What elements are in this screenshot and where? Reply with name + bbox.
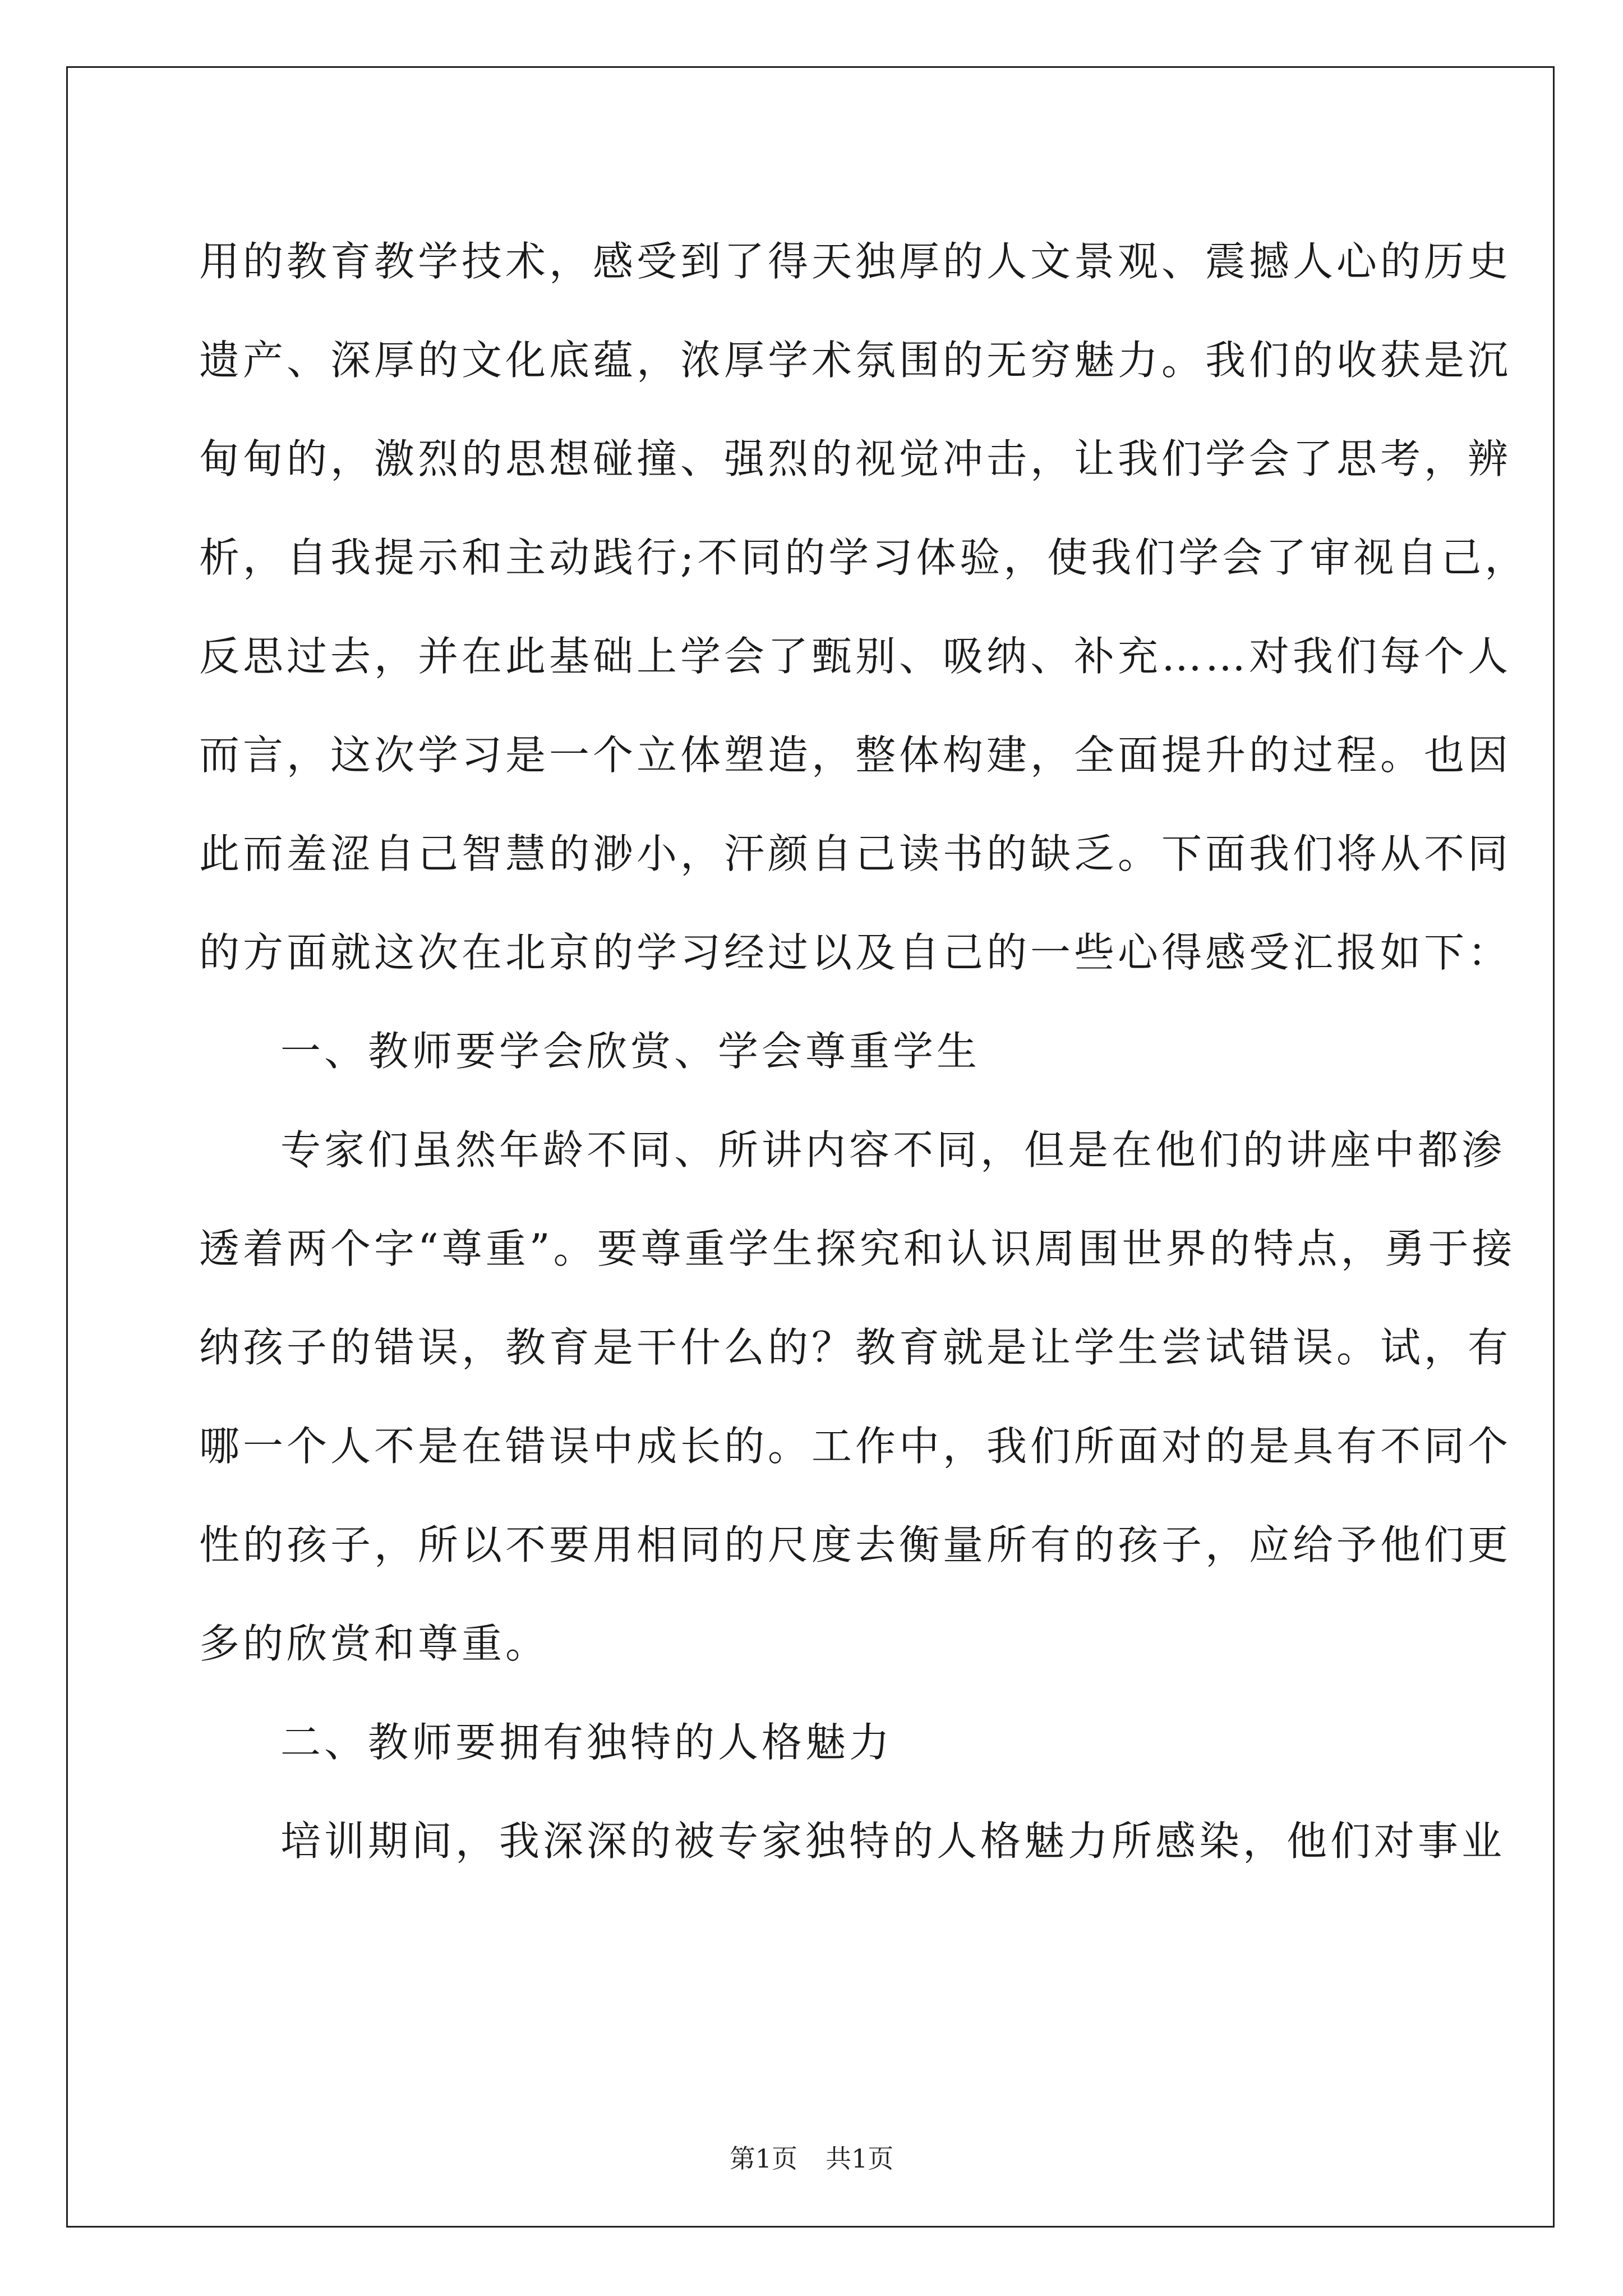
- text-line: 的方面就这次在北京的学习经过以及自己的一些心得感受汇报如下：: [199, 929, 1512, 976]
- text-line: 哪一个人不是在错误中成长的。工作中，我们所面对的是具有不同个: [199, 1423, 1512, 1470]
- text-line: 多的欣赏和尊重。: [199, 1620, 550, 1667]
- document-body: [199, 212, 1529, 1890]
- page-number: 第1页: [729, 2143, 797, 2174]
- text-line: 纳孩子的错误，教育是干什么的？教育就是让学生尝试错误。试，有: [199, 1324, 1512, 1371]
- text-line: 此而羞涩自己智慧的渺小，汗颜自己读书的缺乏。下面我们将从不同: [199, 830, 1512, 877]
- text-line: 而言，这次学习是一个立体塑造，整体构建，全面提升的过程。也因: [199, 731, 1512, 779]
- text-line: 培训期间，我深深的被专家独特的人格魅力所感染，他们对事业: [280, 1818, 1506, 1865]
- text-line: 专家们虽然年龄不同、所讲内容不同，但是在他们的讲座中都渗: [280, 1126, 1506, 1174]
- page-total: 共1页: [826, 2143, 894, 2174]
- text-line: 性的孩子，所以不要用相同的尺度去衡量所有的孩子，应给予他们更: [199, 1521, 1512, 1568]
- text-line: 反思过去，并在此基础上学会了甄别、吸纳、补充……对我们每个人: [199, 633, 1512, 680]
- text-line: 析，自我提示和主动践行;不同的学习体验，使我们学会了审视自己，: [199, 534, 1529, 581]
- page-footer: [0, 2142, 1623, 2175]
- text-line: 一、教师要学会欣赏、学会尊重学生: [280, 1028, 981, 1075]
- text-line: 遗产、深厚的文化底蕴，浓厚学术氛围的无穷魅力。我们的收获是沉: [199, 337, 1512, 384]
- text-line: 二、教师要拥有独特的人格魅力: [280, 1719, 893, 1766]
- text-line: 用的教育教学技术，感受到了得天独厚的人文景观、震撼人心的历史: [199, 238, 1512, 285]
- text-line: 透着两个字“尊重”。要尊重学生探究和认识周围世界的特点，勇于接: [199, 1225, 1516, 1272]
- text-line: 甸甸的，激烈的思想碰撞、强烈的视觉冲击，让我们学会了思考，辨: [199, 435, 1512, 482]
